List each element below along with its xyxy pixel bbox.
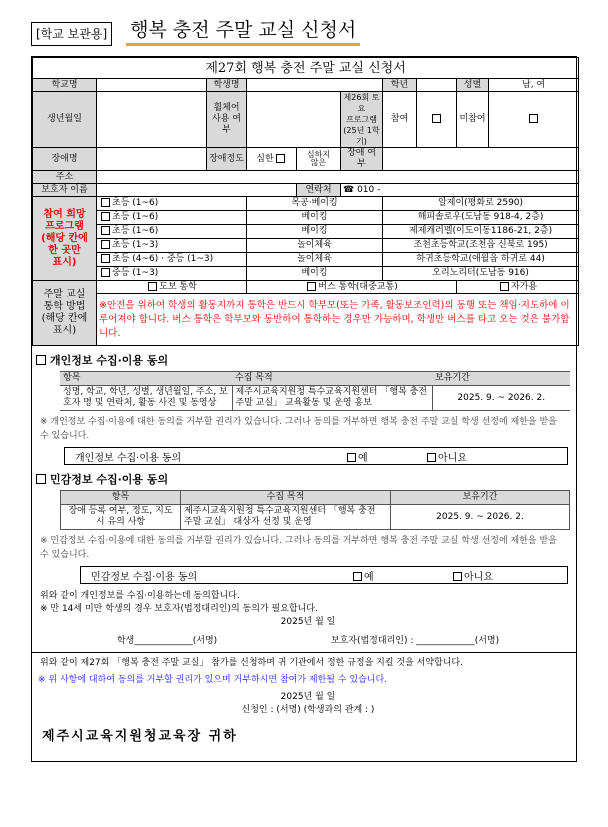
address-field[interactable] xyxy=(97,171,579,184)
privacy-col-purpose: 수집 목적 xyxy=(235,373,273,383)
recipient: 제주시교육지원청교육장 귀하 xyxy=(42,729,238,744)
student-name-field[interactable] xyxy=(247,79,383,92)
contact-field[interactable]: ☎ 010 - xyxy=(341,184,579,197)
student-signature[interactable]: 학생_____________(서명) xyxy=(116,636,218,646)
application-date: 2025년 월 일 xyxy=(280,692,336,702)
program-6-name: 베이킹 xyxy=(247,267,383,281)
privacy-col-item: 항목 xyxy=(63,373,81,383)
program-2-option[interactable]: 초등 (1~6) xyxy=(97,211,247,225)
student-name-label: 학생명 xyxy=(207,79,247,92)
not-participated-checkbox[interactable] xyxy=(489,92,579,148)
sensitive-col-purpose: 수집 목적 xyxy=(181,491,391,505)
program-1-name: 목공·베이킹 xyxy=(247,197,383,211)
sensitive-table xyxy=(60,490,570,530)
program-3-option[interactable]: 초등 (1~6) xyxy=(97,225,247,239)
program-2-name: 베이킹 xyxy=(247,211,383,225)
program-2-place: 해피솔로우(도남동 918-4, 2층) xyxy=(383,211,579,225)
program-6-place: 오리노리터(도남동 916) xyxy=(383,267,579,281)
wheelchair-label: 휠체어 사용 여부 xyxy=(207,92,247,148)
applicant-info-table xyxy=(32,57,579,346)
gender-label: 성별 xyxy=(457,79,489,92)
privacy-col-period: 보유기간 xyxy=(435,373,470,383)
privacy-agree-row xyxy=(64,447,568,465)
applicant-signature[interactable]: 신청인 : (서명) (학생과의 관계 : ) xyxy=(241,705,375,715)
commute-car-option[interactable]: 자가용 xyxy=(457,281,579,294)
privacy-purpose: 제주시교육지원청 특수교육지원센터 「행복 충전 주말 교실」 교육활동 및 운영 홍보 xyxy=(232,386,432,411)
privacy-agree-label: 개인정보 수집·이용 동의 xyxy=(75,452,182,464)
sensitive-heading: 민감정보 수집·이용 동의 xyxy=(36,471,576,487)
guardian-label: 보호자 이름 xyxy=(33,184,97,197)
program-4-name: 놀이체육 xyxy=(247,239,383,253)
sensitive-purpose: 제주시교육지원청 특수교육지원센터 「행복 충전 주말 교실」 대상자 선정 및 운영 xyxy=(181,505,391,530)
commute-notice: ※안전을 위하여 학생의 활동지까지 통학은 반드시 학부모(또는 가족, 활동보조인력)의 동행 또는 책임·지도하에 이루어져야 합니다. 버스 통학은 학부모와 동반하여 통학하는 경우만 가능하며, 학생만 버스를 타고 오는 것은 불가합니다. xyxy=(97,294,579,346)
document-header xyxy=(31,18,360,46)
program-5-place: 하귀초등학교(애월읍 하귀로 44) xyxy=(383,253,579,267)
sensitive-agree-label: 민감정보 수집·이용 동의 xyxy=(91,571,198,583)
commute-walk-option[interactable]: 도보 통학 xyxy=(97,281,247,294)
privacy-period: 2025. 9. ~ 2026. 2. xyxy=(457,392,546,403)
program-5-option[interactable]: 초등 (4~6) · 중등 (1~3) xyxy=(97,253,247,267)
not-participated-label: 미참여 xyxy=(457,92,489,148)
grade-field[interactable] xyxy=(417,79,457,92)
privacy-no-option[interactable]: 아니요 xyxy=(425,449,467,464)
sensitive-no-option[interactable]: 아니요 xyxy=(451,568,493,583)
sensitive-agree-row xyxy=(80,566,568,584)
program-choice-label: 참여 희망 프로그램 (해당 칸에 한 곳만 표시) xyxy=(33,197,97,281)
consent-date: 2025년 월 일 xyxy=(280,617,336,627)
not-severe-option[interactable]: 심하지 않은 xyxy=(297,148,341,171)
disability-label: 장애명 xyxy=(33,148,97,171)
wheelchair-field[interactable] xyxy=(247,92,341,148)
grade-label: 학년 xyxy=(383,79,417,92)
disability-field[interactable] xyxy=(97,148,207,171)
application-form xyxy=(31,56,577,762)
gender-field[interactable]: 남, 여 xyxy=(489,79,579,92)
privacy-note: ※ 개인정보 수집·이용에 대한 동의를 거부할 권리가 있습니다. 그러나 동의를 거부하면 행복 충전 주말 교실 학생 선정에 제한을 받을 수 있습니다. xyxy=(40,417,557,441)
program-3-name: 베이킹 xyxy=(247,225,383,239)
sensitive-note: ※ 민감정보 수집·이용에 대한 동의를 거부할 권리가 있습니다. 그러나 동의를 거부하면 행복 충전 주말 교실 학생 선정에 제한을 받을 수 있습니다. xyxy=(40,536,557,560)
disability-yn-label: 장애 여부 xyxy=(341,148,383,171)
privacy-table xyxy=(60,371,570,411)
rights-warning: ※ 위 사항에 대하여 동의를 거부할 권리가 있으며 거부하시면 참여가 제한될 수 있습니다. xyxy=(38,675,388,685)
school-field[interactable] xyxy=(97,79,207,92)
sensitive-col-item: 항목 xyxy=(61,491,181,505)
document-title: 행복 충전 주말 교실 신청서 xyxy=(126,18,360,46)
sensitive-period: 2025. 9. ~ 2026. 2. xyxy=(436,511,524,522)
consent-minor-note: ※ 만 14세 미만 학생의 경우 보호자(법정대리인)의 동의가 필요합니다. xyxy=(40,604,318,614)
disability-yn-field[interactable] xyxy=(383,148,579,171)
program-1-place: 알제이(평화로 2590) xyxy=(383,197,579,211)
birth-field[interactable] xyxy=(97,92,207,148)
program-5-name: 놀이체육 xyxy=(247,253,383,267)
participated-checkbox[interactable] xyxy=(417,92,457,148)
program-1-option[interactable]: 초등 (1~6) xyxy=(97,197,247,211)
consent-statement: 위와 같이 개인정보를 수집·이용하는데 동의합니다. xyxy=(40,591,240,601)
sensitive-item: 장애 등록 여부, 정도, 지도 시 유의 사항 xyxy=(61,505,181,530)
guardian-field[interactable] xyxy=(97,184,297,197)
privacy-item: 성명, 학교, 학년, 성별, 생년월일, 주소, 보호자 명 및 연락처, 활동 사진 및 동영상 xyxy=(60,386,232,411)
program-4-place: 조천초등학교(조천읍 신북로 195) xyxy=(383,239,579,253)
form-title: 제27회 행복 충전 주말 교실 신청서 xyxy=(33,58,579,79)
address-label: 주소 xyxy=(33,171,97,184)
commute-bus-option[interactable]: 버스 통학(대중교통) xyxy=(247,281,457,294)
privacy-yes-option[interactable]: 예 xyxy=(345,449,368,464)
sensitive-col-period: 보유기간 xyxy=(462,492,498,502)
program-3-place: 제제캐러멜(이도이동1186-21, 2층) xyxy=(383,225,579,239)
guardian-signature[interactable]: 보호자(법정대리인) : _____________(서명) xyxy=(330,636,500,646)
degree-label: 장애정도 xyxy=(207,148,247,171)
commute-label: 주말 교실 통학 방법 (해당 칸에 표시) xyxy=(33,281,97,346)
prev-program-label: 제26회 토요 프로그램 (25년 1학기) xyxy=(341,92,383,148)
severe-option[interactable]: 심한 xyxy=(247,148,297,171)
storage-tag: [학교 보관용] xyxy=(31,22,112,46)
program-4-option[interactable]: 초등 (1~3) xyxy=(97,239,247,253)
participated-label: 참여 xyxy=(383,92,417,148)
birth-label: 생년월일 xyxy=(33,92,97,148)
sensitive-yes-option[interactable]: 예 xyxy=(351,568,374,583)
contact-label: 연락처 xyxy=(297,184,341,197)
pledge-statement: 위와 같이 제27회 「행복 충전 주말 교실」 참가를 신청하며 귀 기관에서 정한 규정을 지킬 것을 서약합니다. xyxy=(40,658,463,668)
privacy-heading: 개인정보 수집·이용 동의 xyxy=(36,352,576,368)
school-label: 학교명 xyxy=(33,79,97,92)
program-6-option[interactable]: 중등 (1~3) xyxy=(97,267,247,281)
